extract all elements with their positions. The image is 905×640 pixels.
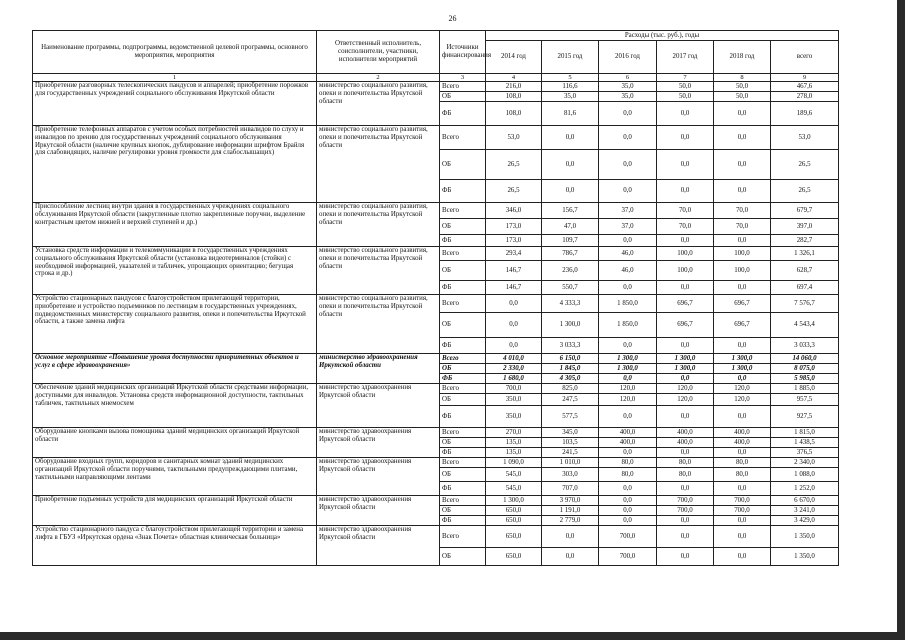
column-number: 7 [657,74,714,82]
executor-name: министерство социального развития, опеки и попечительства Иркутской области [317,247,440,295]
table-body [33,82,839,566]
expense-value: 100,0 [657,247,714,261]
expense-value: 0,0 [486,313,542,338]
expense-value: 50,0 [657,92,714,102]
total-value: 26,5 [771,150,839,180]
header-total: всего [771,41,839,74]
total-value: 1 252,0 [771,482,839,496]
funding-source: ОБ [440,468,486,482]
expense-value: 80,0 [714,458,771,468]
scan-edge-bottom [0,632,905,640]
total-value: 1 350,0 [771,548,839,566]
expense-value: 0,0 [542,126,599,150]
expense-value: 0,0 [714,548,771,566]
funding-source: ОБ [440,394,486,406]
funding-source: ОБ [440,506,486,516]
funding-source: ОБ [440,313,486,338]
expense-value: 0,0 [714,526,771,548]
total-value: 467,6 [771,82,839,92]
expense-value: 0,0 [599,235,657,247]
expense-value: 0,0 [599,150,657,180]
expense-value: 400,0 [599,438,657,448]
funding-source: ФБ [440,516,486,526]
expense-value: 0,0 [657,235,714,247]
expense-value: 35,0 [599,82,657,92]
table-row [33,458,839,468]
total-value: 679,7 [771,203,839,219]
header-year: 2014 год [486,41,542,74]
funding-source: Всего [440,354,486,364]
expense-value: 0,0 [714,126,771,150]
expense-value: 346,0 [486,203,542,219]
expense-value: 0,0 [657,102,714,126]
expense-value: 1 300,0 [714,354,771,364]
executor-name: министерство здравоохранения Иркутской области [317,354,440,384]
expense-value: 0,0 [714,374,771,384]
total-value: 14 060,0 [771,354,839,364]
expense-value: 120,0 [714,384,771,394]
total-value: 1 815,0 [771,428,839,438]
expense-value: 650,0 [486,548,542,566]
executor-name: министерство здравоохранения Иркутской области [317,496,440,526]
expense-value: 400,0 [599,428,657,438]
header-source: Источники финансирования [440,31,486,74]
expense-value: 0,0 [542,150,599,180]
executor-name: министерство социального развития, опеки и попечительства Иркутской области [317,295,440,354]
total-value: 2 340,0 [771,458,839,468]
expense-value: 80,0 [714,468,771,482]
expense-value: 1 850,0 [599,295,657,313]
total-value: 3 241,0 [771,506,839,516]
expense-value: 80,0 [657,458,714,468]
activity-name: Устройство стационарного пандуса с благоустройством прилегающей территории и замена лифта в ГБУЗ «Иркутская ордена «Знак Почета» областная клиническая больница» [33,526,317,566]
expense-value: 0,0 [714,150,771,180]
total-value: 397,0 [771,219,839,235]
total-value: 26,5 [771,180,839,203]
activity-name: Приобретение разговорных телескопических пандусов и аппарелей; приобретение порожков для государственных учреждений социального обслуживания Иркутской области [33,82,317,126]
table-row [33,496,839,506]
expense-value: 400,0 [657,438,714,448]
expense-value: 26,5 [486,150,542,180]
funding-source: ФБ [440,482,486,496]
expense-value: 0,0 [599,102,657,126]
executor-name: министерство социального развития, опеки и попечительства Иркутской области [317,203,440,247]
expense-value: 146,7 [486,261,542,281]
expense-value: 216,0 [486,82,542,92]
total-value: 53,0 [771,126,839,150]
expense-value: 0,0 [657,526,714,548]
total-value: 189,6 [771,102,839,126]
executor-name: министерство здравоохранения Иркутской области [317,458,440,496]
expense-value: 0,0 [714,406,771,428]
expense-value: 0,0 [657,150,714,180]
expense-value: 0,0 [714,448,771,458]
expense-value: 108,0 [486,92,542,102]
funding-source: ФБ [440,102,486,126]
expense-value: 1 300,0 [714,364,771,374]
expense-value: 700,0 [599,548,657,566]
table-row [33,82,839,92]
table-row [33,247,839,261]
expense-value: 247,5 [542,394,599,406]
total-value: 376,5 [771,448,839,458]
expense-value: 0,0 [599,516,657,526]
executor-name: министерство здравоохранения Иркутской области [317,428,440,458]
expense-value: 1 680,0 [486,374,542,384]
expense-value: 47,0 [542,219,599,235]
funding-source: ФБ [440,281,486,295]
expense-value: 700,0 [657,496,714,506]
total-value: 1 350,0 [771,526,839,548]
expense-value: 0,0 [542,526,599,548]
expense-value: 350,0 [486,406,542,428]
expense-value: 400,0 [714,428,771,438]
expense-value: 0,0 [657,180,714,203]
expense-value: 0,0 [714,102,771,126]
total-value: 1 438,5 [771,438,839,448]
expense-value: 2 779,0 [542,516,599,526]
expense-value: 50,0 [714,82,771,92]
total-value: 628,7 [771,261,839,281]
header-year: 2015 год [542,41,599,74]
funding-source: ОБ [440,261,486,281]
total-value: 4 543,4 [771,313,839,338]
expense-value: 1 300,0 [657,364,714,374]
expense-value: 1 090,0 [486,458,542,468]
expense-value: 0,0 [599,482,657,496]
expense-value: 70,0 [657,219,714,235]
expense-value: 100,0 [714,247,771,261]
expense-value: 156,7 [542,203,599,219]
expense-value: 3 970,0 [542,496,599,506]
expense-value: 0,0 [599,338,657,354]
funding-source: ФБ [440,406,486,428]
total-value: 6 670,0 [771,496,839,506]
expense-value: 303,0 [542,468,599,482]
expense-value: 0,0 [657,548,714,566]
funding-source: Всего [440,526,486,548]
column-number: 3 [440,74,486,82]
expense-value: 700,0 [486,384,542,394]
expense-value: 650,0 [486,526,542,548]
expense-value: 120,0 [657,394,714,406]
expense-value: 1 300,0 [542,313,599,338]
expense-value: 4 305,0 [542,374,599,384]
expense-value: 80,0 [599,468,657,482]
funding-source: ОБ [440,438,486,448]
expense-value: 1 191,0 [542,506,599,516]
total-value: 282,7 [771,235,839,247]
expense-value: 0,0 [542,180,599,203]
expense-value: 1 850,0 [599,313,657,338]
expense-value: 0,0 [657,126,714,150]
activity-name: Приобретение телефонных аппаратов с учетом особых потребностей инвалидов по слуху и инвалидов по зрению для государственных учреждений социального обслуживания Иркутской области (наличие крупных кнопок, дублирование информации шрифтом Брайля для слабовидящих, наличие регулировки уровня громкости для слабослышащих) [33,126,317,203]
total-value: 1 088,0 [771,468,839,482]
table-row [33,295,839,313]
expense-value: 0,0 [599,374,657,384]
total-value: 3 033,3 [771,338,839,354]
expense-value: 35,0 [542,92,599,102]
page-number: 26 [448,14,457,23]
expense-value: 0,0 [486,338,542,354]
total-value: 3 429,0 [771,516,839,526]
expense-value: 0,0 [714,235,771,247]
total-value: 1 885,0 [771,384,839,394]
expense-value: 100,0 [657,261,714,281]
executor-name: министерство здравоохранения Иркутской области [317,384,440,428]
funding-source: ФБ [440,448,486,458]
expense-value: 696,7 [714,313,771,338]
column-number: 1 [33,74,317,82]
header-executor: Ответственный исполнитель, соисполнители, участники, исполнители мероприятий [317,31,440,74]
expense-value: 6 150,0 [542,354,599,364]
expense-value: 46,0 [599,247,657,261]
expense-value: 0,0 [714,338,771,354]
column-number: 6 [599,74,657,82]
column-number: 8 [714,74,771,82]
funding-source: ОБ [440,219,486,235]
table-row [33,428,839,438]
funding-source: Всего [440,203,486,219]
expense-value: 0,0 [599,281,657,295]
expense-value: 173,0 [486,219,542,235]
expense-value: 1 300,0 [599,364,657,374]
column-number: 2 [317,74,440,82]
expense-value: 53,0 [486,126,542,150]
expense-value: 116,6 [542,82,599,92]
total-value: 278,0 [771,92,839,102]
expense-value: 1 010,0 [542,458,599,468]
expense-value: 0,0 [599,406,657,428]
budget-table [32,30,839,566]
expense-value: 109,7 [542,235,599,247]
expense-value: 80,0 [599,458,657,468]
funding-source: ФБ [440,338,486,354]
header-year: 2016 год [599,41,657,74]
expense-value: 146,7 [486,281,542,295]
expense-value: 550,7 [542,281,599,295]
activity-name: Основное мероприятие «Повышение уровня доступности приоритетных объектов и услуг в сфере здравоохранения» [33,354,317,384]
funding-source: ФБ [440,180,486,203]
total-value: 5 985,0 [771,374,839,384]
expense-value: 3 033,3 [542,338,599,354]
expense-value: 696,7 [657,295,714,313]
expense-value: 35,0 [599,92,657,102]
expense-value: 236,0 [542,261,599,281]
expense-value: 545,0 [486,468,542,482]
expense-value: 81,6 [542,102,599,126]
expense-value: 103,5 [542,438,599,448]
activity-name: Приспособление лестниц внутри здания в государственных учреждениях социального обслуживания Иркутской области (закругленные плотно закрепленные поручни, выделение контрастным цветом нижней и верхней ступеней и др.) [33,203,317,247]
expense-value: 700,0 [599,526,657,548]
expense-value: 46,0 [599,261,657,281]
column-number: 5 [542,74,599,82]
expense-value: 0,0 [714,516,771,526]
expense-value: 1 300,0 [599,354,657,364]
activity-name: Оборудование входных групп, коридоров и санитарных комнат зданий медицинских организаций Иркутской области поручнями, тактильными предупреждающими плитами, тактильными направляющими лентами [33,458,317,496]
total-value: 1 326,1 [771,247,839,261]
expense-value: 270,0 [486,428,542,438]
expense-value: 350,0 [486,394,542,406]
expense-value: 700,0 [714,496,771,506]
expense-value: 0,0 [657,374,714,384]
funding-source: ФБ [440,235,486,247]
funding-source: Всего [440,295,486,313]
expense-value: 0,0 [714,180,771,203]
header-name: Наименование программы, подпрограммы, ведомственной целевой программы, основного мероприятия, мероприятия [33,31,317,74]
funding-source: Всего [440,384,486,394]
activity-name: Устройство стационарных пандусов с благоустройством прилегающей территории, приобретение и устройство подъемников по лестницам в государственных учреждениях, подведомственных министерству социального развития, опеки и попечительства Иркутской области, а также замена лифта [33,295,317,354]
expense-value: 700,0 [657,506,714,516]
funding-source: ОБ [440,548,486,566]
expense-value: 0,0 [657,338,714,354]
expense-value: 825,0 [542,384,599,394]
expense-value: 0,0 [657,281,714,295]
expense-value: 4 010,0 [486,354,542,364]
funding-source: Всего [440,126,486,150]
expense-value: 400,0 [714,438,771,448]
funding-source: Всего [440,496,486,506]
total-value: 957,5 [771,394,839,406]
expense-value: 0,0 [599,506,657,516]
total-value: 927,5 [771,406,839,428]
expense-value: 696,7 [714,295,771,313]
expense-value: 241,5 [542,448,599,458]
expense-value: 173,0 [486,235,542,247]
funding-source: Всего [440,458,486,468]
funding-source: Всего [440,82,486,92]
activity-name: Оборудование кнопками вызова помощника зданий медицинских организаций Иркутской области [33,428,317,458]
expense-value: 37,0 [599,203,657,219]
expense-value: 26,5 [486,180,542,203]
funding-source: ФБ [440,374,486,384]
expense-value: 1 845,0 [542,364,599,374]
expense-value: 0,0 [657,482,714,496]
expense-value: 707,0 [542,482,599,496]
scan-edge-right [897,0,905,640]
expense-value: 650,0 [486,516,542,526]
expense-value: 135,0 [486,448,542,458]
funding-source: ОБ [440,150,486,180]
column-number: 9 [771,74,839,82]
expense-value: 135,0 [486,438,542,448]
total-value: 7 576,7 [771,295,839,313]
expense-value: 120,0 [714,394,771,406]
expense-value: 0,0 [657,516,714,526]
expense-value: 70,0 [657,203,714,219]
expense-value: 70,0 [714,219,771,235]
expense-value: 696,7 [657,313,714,338]
expense-value: 0,0 [599,126,657,150]
activity-name: Установка средств информации и телекоммуникации в государственных учреждениях социального обслуживания Иркутской области (установка видеотерминалов (стойки) с необходимой информацией, указателей и табличек, упрощающих ориентацию; бегущая строка и др.) [33,247,317,295]
expense-value: 50,0 [714,92,771,102]
expense-value: 400,0 [657,428,714,438]
total-value: 697,4 [771,281,839,295]
expense-value: 0,0 [599,496,657,506]
column-number: 4 [486,74,542,82]
expense-value: 108,0 [486,102,542,126]
expense-value: 650,0 [486,506,542,516]
funding-source: Всего [440,428,486,438]
expense-value: 700,0 [714,506,771,516]
activity-name: Приобретение подъемных устройств для медицинских организаций Иркутской области [33,496,317,526]
expense-value: 0,0 [486,295,542,313]
total-value: 8 075,0 [771,364,839,374]
expense-value: 0,0 [657,406,714,428]
funding-source: ОБ [440,92,486,102]
expense-value: 4 333,3 [542,295,599,313]
expense-value: 577,5 [542,406,599,428]
expense-value: 120,0 [599,394,657,406]
expense-value: 786,7 [542,247,599,261]
expense-value: 100,0 [714,261,771,281]
expense-value: 1 300,0 [486,496,542,506]
executor-name: министерство социального развития, опеки и попечительства Иркутской области [317,82,440,126]
expense-value: 120,0 [657,384,714,394]
table-row [33,203,839,219]
expense-value: 50,0 [657,82,714,92]
header-year: 2018 год [714,41,771,74]
expense-value: 70,0 [714,203,771,219]
expense-value: 0,0 [714,281,771,295]
expense-value: 545,0 [486,482,542,496]
header-expenses: Расходы (тыс. руб.), годы [486,31,839,41]
table-row [33,126,839,150]
executor-name: министерство социального развития, опеки и попечительства Иркутской области [317,126,440,203]
header-year: 2017 год [657,41,714,74]
expense-value: 0,0 [657,448,714,458]
funding-source: ОБ [440,364,486,374]
expense-value: 37,0 [599,219,657,235]
table-row [33,384,839,394]
executor-name: министерство здравоохранения Иркутской области [317,526,440,566]
expense-value: 0,0 [542,548,599,566]
expense-value: 120,0 [599,384,657,394]
expense-value: 2 330,0 [486,364,542,374]
expense-value: 293,4 [486,247,542,261]
activity-name: Обеспечение зданий медицинских организаций Иркутской области средствами информации, доступными для инвалидов. Установка средств информационной доступности, тактильных табличек, тактильных мнемосхем [33,384,317,428]
expense-value: 1 300,0 [657,354,714,364]
expense-value: 0,0 [714,482,771,496]
funding-source: Всего [440,247,486,261]
expense-value: 0,0 [599,448,657,458]
expense-value: 345,0 [542,428,599,438]
table-row [33,526,839,548]
expense-value: 80,0 [657,468,714,482]
expense-value: 0,0 [599,180,657,203]
table-row [33,354,839,364]
